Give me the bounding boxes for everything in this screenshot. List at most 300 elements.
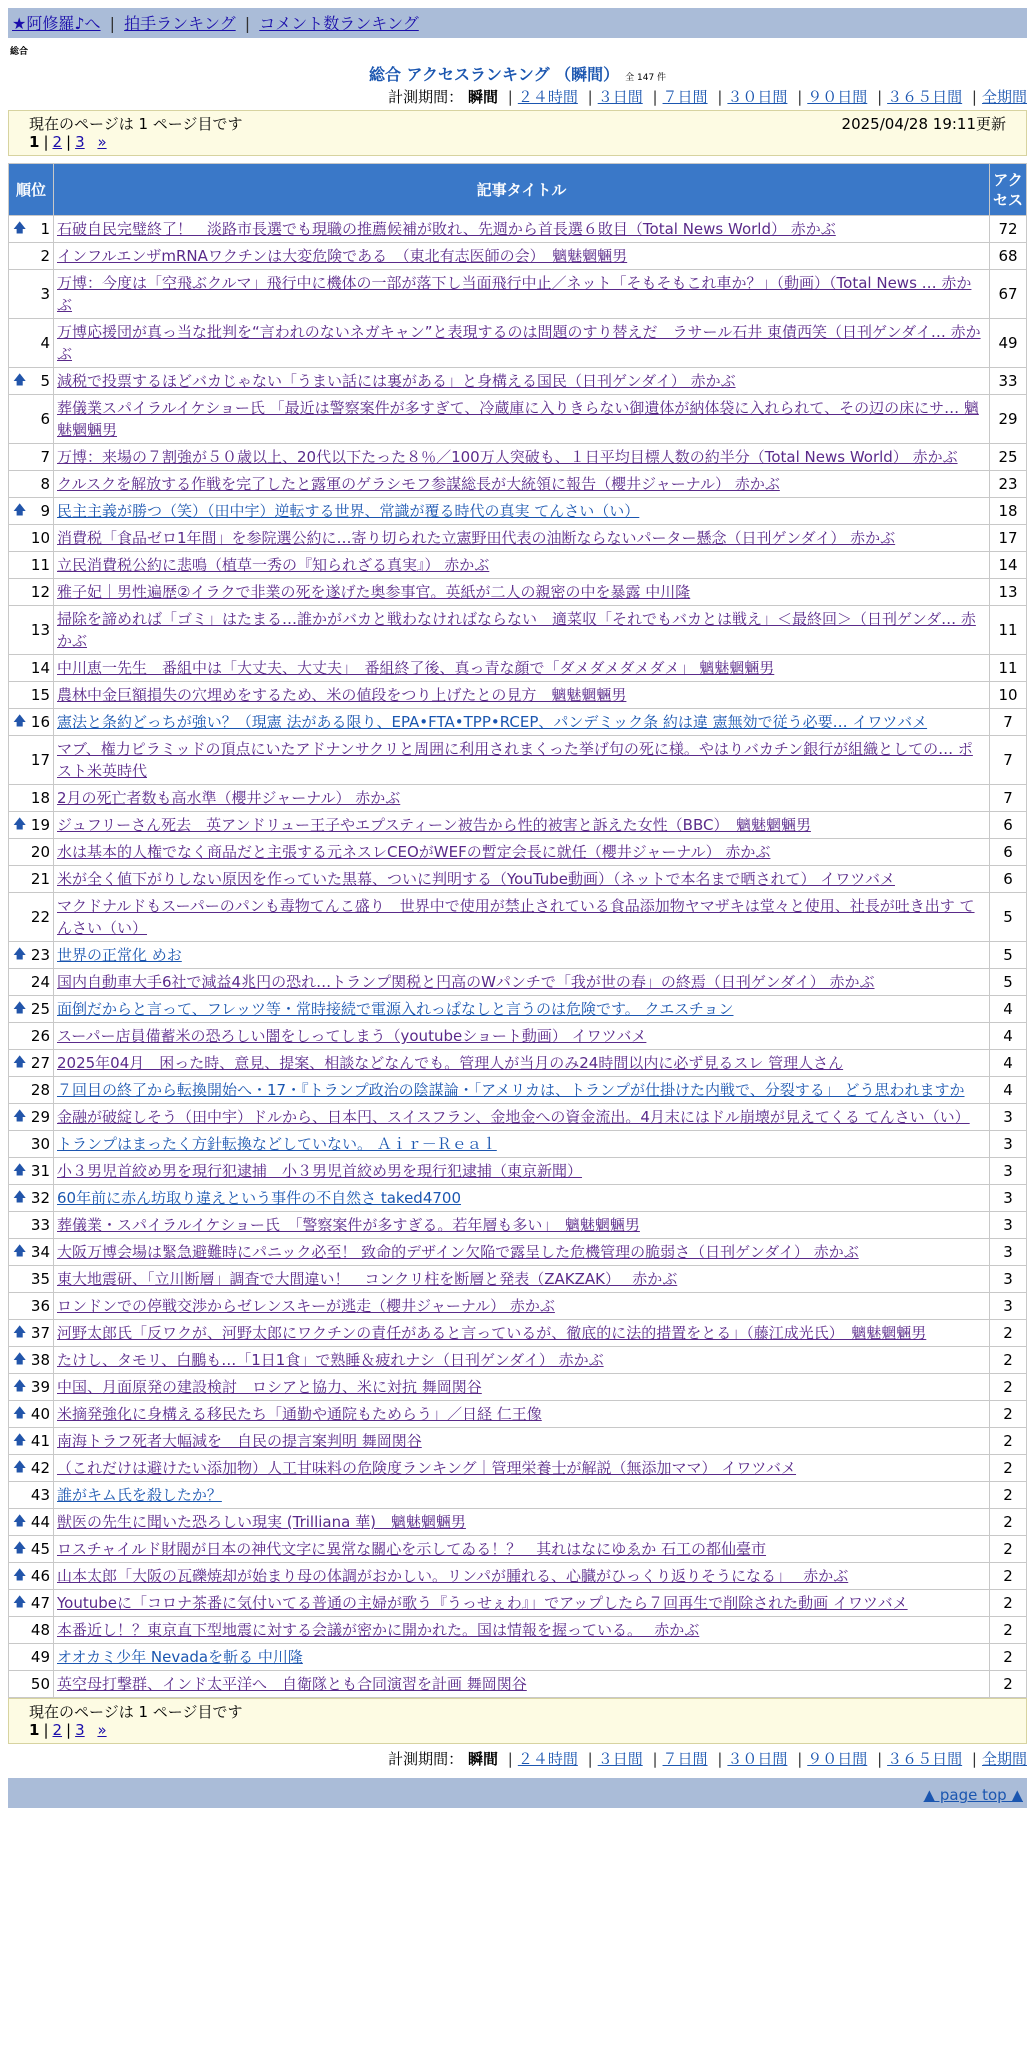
access-count: 11 (990, 655, 1027, 682)
pager-top: 現在のページは 1 ページ目です 2025/04/28 19:11更新 1 | 2 | 3 » (8, 110, 1027, 156)
article-link[interactable]: 立民消費税公約に悲鳴（植草一秀の『知られざる真実』） 赤かぶ (57, 556, 490, 574)
article-link[interactable]: 誰がキム氏を殺したか？ (57, 1486, 222, 1504)
article-link[interactable]: 民主主義が勝つ（笑）（田中宇）逆転する世界、常識が覆る時代の真実 てんさい（い） (57, 502, 640, 520)
table-row (9, 893, 1027, 942)
rank-number: 28 (30, 1081, 50, 1099)
article-link[interactable]: 河野太郎氏「反ワクが、河野太郎にワクチンの責任があると言っているが、徹底的に法的措置をとる」（藤江成光氏） 魑魅魍魎男 (57, 1324, 927, 1342)
page-top-link[interactable]: ▲ page top ▲ (923, 1786, 1023, 1804)
rank-cell (9, 655, 54, 682)
rank-up-arrow-icon: 🡅 (13, 1460, 27, 1475)
title-cell (54, 1158, 990, 1185)
article-link[interactable]: 万博：今度は「空飛ぶクルマ」飛行中に機体の一部が落下し当面飛行中止／ネット「そもそもこれ車か？」（動画）（Total News … 赤かぶ (57, 274, 972, 314)
rank-number: 29 (30, 1108, 50, 1126)
article-link[interactable]: 2025年04月 困った時、意見、提案、相談などなんでも。管理人が当月のみ24時間以内に必ず見るスレ 管理人さん (57, 1054, 844, 1072)
rank-cell (9, 1239, 54, 1266)
access-count: 2 (990, 1455, 1027, 1482)
access-count: 23 (990, 471, 1027, 498)
rank-cell (9, 444, 54, 471)
period-label: 計測期間： (388, 1750, 464, 1768)
title-cell (54, 1590, 990, 1617)
rank-number: 19 (30, 816, 50, 834)
access-count: 2 (990, 1536, 1027, 1563)
article-link[interactable]: 山本太郎「大阪の瓦礫焼却が始まり母の体調がおかしい。リンパが腫れる、心臓がひっくり返りそうになる」 赤かぶ (57, 1567, 849, 1585)
rank-cell (9, 736, 54, 785)
rank-cell (9, 1077, 54, 1104)
rank-number: 40 (30, 1405, 50, 1423)
article-link[interactable]: 南海トラフ死者大幅減を 自民の提言案判明 舞岡関谷 (57, 1432, 422, 1450)
page-next-link[interactable]: » (97, 1721, 107, 1739)
rank-number: 12 (30, 583, 50, 601)
nav-separator: | (109, 14, 116, 33)
title-cell (54, 1347, 990, 1374)
period-24h-link[interactable]: ２４時間 (517, 1750, 578, 1768)
title-cell (54, 525, 990, 552)
table-row (9, 1455, 1027, 1482)
rank-up-arrow-icon: 🡅 (13, 1595, 27, 1610)
title-cell (54, 1428, 990, 1455)
period-selector-top: 計測期間： 瞬間 | ２４時間 | ３日間 | ７日間 | ３０日間 | ９０日間 | ３６５日間 | 全期間 (388, 88, 1027, 106)
rank-up-arrow-icon: 🡅 (13, 1541, 27, 1556)
rank-number: 38 (30, 1351, 50, 1369)
title-header: 記事タイトル (54, 164, 990, 216)
article-link[interactable]: オオカミ少年 Nevadaを斬る 中川隆 (57, 1648, 303, 1666)
period-90d-link[interactable]: ９０日間 (807, 1750, 868, 1768)
rank-up-arrow-icon: 🡅 (13, 1325, 27, 1340)
table-row (9, 606, 1027, 655)
rank-cell (9, 812, 54, 839)
access-count: 4 (990, 1050, 1027, 1077)
article-link[interactable]: 2月の死亡者数も高水準（櫻井ジャーナル） 赤かぶ (57, 789, 401, 807)
title-cell (54, 1401, 990, 1428)
rank-number: 49 (30, 1648, 50, 1666)
rank-cell (9, 942, 54, 969)
rank-cell (9, 893, 54, 942)
title-cell (54, 606, 990, 655)
title-cell (54, 1644, 990, 1671)
access-count: 2 (990, 1374, 1027, 1401)
title-cell (54, 368, 990, 395)
rank-cell (9, 1563, 54, 1590)
period-3d-link[interactable]: ３日間 (597, 88, 643, 106)
rank-number: 20 (30, 843, 50, 861)
access-count: 7 (990, 736, 1027, 785)
article-link[interactable]: 小３男児首絞め男を現行犯逮捕 小３男児首絞め男を現行犯逮捕（東京新聞） (57, 1162, 583, 1180)
page-2-link[interactable]: 2 (52, 1721, 63, 1739)
access-count: 72 (990, 216, 1027, 243)
rank-number: 26 (30, 1027, 50, 1045)
rank-number: 42 (30, 1459, 50, 1477)
rank-cell (9, 1023, 54, 1050)
rank-number: 50 (30, 1675, 50, 1693)
title-cell (54, 1131, 990, 1158)
table-row (9, 216, 1027, 243)
article-link[interactable]: 葬儀業・スパイラルイケショー氏 「警察案件が多すぎる。若年層も多い」 魑魅魍魎男 (57, 1216, 640, 1234)
rank-number: 10 (30, 529, 50, 547)
rank-cell (9, 1401, 54, 1428)
rank-cell (9, 319, 54, 368)
article-link[interactable]: インフルエンザmRNAワクチンは大変危険である （東北有志医師の会） 魑魅魍魎男 (57, 247, 628, 265)
article-link[interactable]: 万博：来場の７割強が５０歳以上、20代以下たった８％／100万人突破も、１日平均目標人数の約半分（Total News World） 赤かぶ (57, 448, 958, 466)
period-7d-link[interactable]: ７日間 (662, 1750, 708, 1768)
article-link[interactable]: 60年前に赤ん坊取り違えという事件の不自然さ taked4700 (57, 1189, 462, 1207)
period-30d-link[interactable]: ３０日間 (727, 1750, 788, 1768)
period-current: 瞬間 (467, 88, 498, 106)
rank-number: 39 (30, 1378, 50, 1396)
rank-cell (9, 1509, 54, 1536)
period-7d-link[interactable]: ７日間 (662, 88, 708, 106)
page-3-link[interactable]: 3 (75, 1721, 85, 1739)
article-link[interactable]: 万博応援団が真っ当な批判を“言われのないネガキャン”と表現するのは問題のすり替えだ ラサール石井 東債西笑（日刊ゲンダイ… 赤かぶ (57, 323, 981, 363)
table-row (9, 1158, 1027, 1185)
table-row (9, 395, 1027, 444)
rank-cell (9, 1158, 54, 1185)
access-count: 18 (990, 498, 1027, 525)
title-cell (54, 552, 990, 579)
rank-up-arrow-icon: 🡅 (13, 1055, 27, 1070)
rank-up-arrow-icon: 🡅 (13, 1352, 27, 1367)
access-count: 2 (990, 1347, 1027, 1374)
ranking-body (9, 216, 1027, 1698)
table-row (9, 1590, 1027, 1617)
footer-bar (8, 1778, 1027, 1808)
access-count: 17 (990, 525, 1027, 552)
access-count: 3 (990, 1185, 1027, 1212)
article-link[interactable]: 大阪万博会場は緊急避難時にパニック必至！ 致命的デザイン欠陥で露呈した危機管理の脆弱さ（日刊ゲンダイ） 赤かぶ (57, 1243, 859, 1261)
rank-up-arrow-icon: 🡅 (13, 1109, 27, 1124)
rank-cell (9, 216, 54, 243)
period-3d-link[interactable]: ３日間 (597, 1750, 643, 1768)
period-all-link[interactable]: 全期間 (981, 1750, 1027, 1768)
table-row (9, 1185, 1027, 1212)
article-link[interactable]: 世界の正常化 めお (57, 946, 182, 964)
comment-ranking-link[interactable]: コメント数ランキング (259, 14, 419, 33)
rank-cell (9, 1293, 54, 1320)
title-cell (54, 1023, 990, 1050)
access-count: 3 (990, 1104, 1027, 1131)
title-cell (54, 709, 990, 736)
title-cell (54, 1671, 990, 1698)
article-link[interactable]: 葬儀業スパイラルイケショー氏 「最近は警察案件が多すぎて、冷蔵庫に入りきらない御遺体が納体袋に入れられて、その辺の床にサ… 魑魅魍魎男 (57, 399, 979, 439)
access-count: 49 (990, 319, 1027, 368)
article-link[interactable]: 消費税「食品ゼロ1年間」を参院選公約に…寄り切られた立憲野田代表の油断ならないパーター懸念（日刊ゲンダイ） 赤かぶ (57, 529, 896, 547)
home-link[interactable]: ★阿修羅♪へ (12, 14, 101, 33)
ranking-title: 総合 アクセスランキング （瞬間） (368, 65, 620, 84)
access-count: 6 (990, 866, 1027, 893)
rank-cell (9, 1482, 54, 1509)
article-link[interactable]: 農林中金巨額損失の穴埋めをするため、米の値段をつり上げたとの見方 魑魅魍魎男 (57, 686, 627, 704)
table-row (9, 243, 1027, 270)
access-count: 5 (990, 969, 1027, 996)
access-count: 5 (990, 893, 1027, 942)
table-row (9, 270, 1027, 319)
rank-up-arrow-icon: 🡅 (13, 1190, 27, 1205)
period-selector-bottom: 計測期間： 瞬間 | ２４時間 | ３日間 | ７日間 | ３０日間 | ９０日間 | ３６５日間 | 全期間 (388, 1750, 1027, 1768)
article-link[interactable]: Youtubeに「コロナ茶番に気付いてる普通の主婦が歌う『うっせぇわ』」でアップしたら７回再生で削除された動画 イワツバメ (57, 1594, 908, 1612)
rank-number: 33 (30, 1216, 50, 1234)
rank-number: 32 (30, 1189, 50, 1207)
applause-ranking-link[interactable]: 拍手ランキング (124, 14, 236, 33)
rank-cell (9, 1536, 54, 1563)
period-365d-link[interactable]: ３６５日間 (887, 88, 963, 106)
nav-separator: | (244, 14, 251, 33)
rank-cell (9, 368, 54, 395)
rank-number: 24 (30, 973, 50, 991)
rank-number: 6 (40, 410, 50, 428)
rank-cell (9, 1266, 54, 1293)
access-count: 3 (990, 1293, 1027, 1320)
page-3-link[interactable]: 3 (75, 133, 85, 151)
article-link[interactable]: 獣医の先生に聞いた恐ろしい現実 (Trilliana 華) 魑魅魍魎男 (57, 1513, 466, 1531)
article-link[interactable]: 東大地震研、「立川断層」調査で大間違い！ コンクリ柱を断層と発表（ZAKZAK） 赤かぶ (57, 1270, 678, 1288)
rank-number: 3 (40, 285, 50, 303)
period-24h-link[interactable]: ２４時間 (517, 88, 578, 106)
access-count: 2 (990, 1320, 1027, 1347)
access-count: 3 (990, 1239, 1027, 1266)
table-row (9, 498, 1027, 525)
access-count: 3 (990, 1212, 1027, 1239)
rank-cell (9, 1320, 54, 1347)
rank-cell (9, 270, 54, 319)
rank-cell (9, 1428, 54, 1455)
title-cell (54, 893, 990, 942)
rank-cell (9, 606, 54, 655)
title-cell (54, 1104, 990, 1131)
rank-number: 21 (30, 870, 50, 888)
rank-cell (9, 471, 54, 498)
article-link[interactable]: 本番近し！？東京直下型地震に対する会議が密かに開かれた。国は情報を握っている。 赤かぶ (57, 1621, 700, 1639)
title-cell (54, 736, 990, 785)
rank-cell (9, 1671, 54, 1698)
table-row (9, 1023, 1027, 1050)
article-link[interactable]: 国内自動車大手6社で減益4兆円の恐れ…トランプ関税と円高のWパンチで「我が世の春」の終焉（日刊ゲンダイ） 赤かぶ (57, 973, 875, 991)
table-row (9, 1671, 1027, 1698)
rank-number: 7 (40, 448, 50, 466)
article-link[interactable]: 掃除を諦めれば「ゴミ」はたまる…誰かがバカと戦わなければならない 適菜収「それでもバカとは戦え」＜最終回＞（日刊ゲンダ… 赤かぶ (57, 610, 976, 650)
access-count: 68 (990, 243, 1027, 270)
rank-number: 5 (40, 372, 50, 390)
table-row (9, 1077, 1027, 1104)
article-link[interactable]: 減税で投票するほどバカじゃない「うまい話には裏がある」と身構える国民（日刊ゲンダイ） 赤かぶ (57, 372, 736, 390)
rank-cell (9, 996, 54, 1023)
table-row (9, 812, 1027, 839)
title-cell (54, 1050, 990, 1077)
article-link[interactable]: 憲法と条約どっちが強い？（現憲 法がある限り、EPA•FTA•TPP•RCEP、パンデミック条 約は違 憲無効で従う必要… イワツバメ (57, 713, 928, 731)
table-row (9, 444, 1027, 471)
table-row (9, 996, 1027, 1023)
access-count: 2 (990, 1617, 1027, 1644)
rank-up-arrow-icon: 🡅 (13, 1514, 27, 1529)
rank-cell (9, 682, 54, 709)
title-cell (54, 1455, 990, 1482)
rank-number: 23 (30, 946, 50, 964)
article-link[interactable]: 中国、月面原発の建設検討 ロシアと協力、米に対抗 舞岡関谷 (57, 1378, 482, 1396)
page-2-link[interactable]: 2 (52, 133, 63, 151)
rank-cell (9, 1212, 54, 1239)
title-cell (54, 1185, 990, 1212)
table-row (9, 785, 1027, 812)
page-next-link[interactable]: » (97, 133, 107, 151)
access-count: 11 (990, 606, 1027, 655)
article-link[interactable]: マブ、権力ピラミッドの頂点にいたアドナンサクリと周囲に利用されまくった挙げ句の死に様。やはりバカチン銀行が組織としての… ポスト米英時代 (57, 740, 973, 780)
ranking-table (8, 163, 1027, 1698)
period-all-link[interactable]: 全期間 (981, 88, 1027, 106)
table-row (9, 319, 1027, 368)
article-link[interactable]: 米が全く値下がりしない原因を作っていた黒幕、ついに判明する（YouTube動画）（ネットで本名まで晒されて） イワツバメ (57, 870, 895, 888)
rank-up-arrow-icon: 🡅 (13, 1568, 27, 1583)
article-link[interactable]: 水は基本的人権でなく商品だと主張する元ネスレCEOがWEFの暫定会長に就任（櫻井ジャーナル） 赤かぶ (57, 843, 771, 861)
rank-cell (9, 1590, 54, 1617)
rank-number: 35 (30, 1270, 50, 1288)
title-cell (54, 655, 990, 682)
rank-number: 46 (30, 1567, 50, 1585)
access-count: 2 (990, 1590, 1027, 1617)
access-count: 5 (990, 942, 1027, 969)
rank-number: 4 (40, 334, 50, 352)
article-link[interactable]: ７回目の終了から転換開始へ・17・『トランプ政治の陰謀論・「アメリカは、トランプが仕掛けた内戦で、分裂する」 どう思われますか (57, 1081, 965, 1099)
rank-number: 18 (30, 789, 50, 807)
rank-up-arrow-icon: 🡅 (13, 1244, 27, 1259)
access-count: 3 (990, 1158, 1027, 1185)
top-nav-bar (8, 8, 1027, 38)
period-90d-link[interactable]: ９０日間 (807, 88, 868, 106)
rank-up-arrow-icon: 🡅 (13, 1163, 27, 1178)
title-cell (54, 785, 990, 812)
page-current: 1 (29, 1721, 40, 1739)
access-count: 4 (990, 996, 1027, 1023)
article-link[interactable]: （これだけは避けたい添加物）人工甘味料の危険度ランキング｜管理栄養士が解説（無添加ママ） イワツバメ (57, 1459, 797, 1477)
title-cell (54, 1266, 990, 1293)
rank-up-arrow-icon: 🡅 (13, 373, 27, 388)
article-link[interactable]: 中川恵一先生 番組中は「大丈夫、大丈夫」 番組終了後、真っ青な顔で「ダメダメダメダメ」 魑魅魍魎男 (57, 659, 775, 677)
access-count: 14 (990, 552, 1027, 579)
item-count: 全 147 件 (625, 73, 667, 83)
table-row (9, 525, 1027, 552)
rank-number: 25 (30, 1000, 50, 1018)
article-link[interactable]: クルスクを解放する作戦を完了したと露軍のゲラシモフ参謀総長が大統領に報告（櫻井ジャーナル） 赤かぶ (57, 475, 780, 493)
rank-cell (9, 525, 54, 552)
pager-bottom: 現在のページは 1 ページ目です 1 | 2 | 3 » (8, 1698, 1027, 1744)
access-count: 6 (990, 839, 1027, 866)
table-row (9, 1563, 1027, 1590)
access-count: 10 (990, 682, 1027, 709)
title-cell (54, 319, 990, 368)
access-count: 7 (990, 785, 1027, 812)
rank-cell (9, 1347, 54, 1374)
page-title (0, 62, 1035, 85)
rank-up-arrow-icon: 🡅 (13, 817, 27, 832)
article-link[interactable]: ジュフリーさん死去 英アンドリュー王子やエプスティーン被告から性的被害と訴えた女性（BBC） 魑魅魍魎男 (57, 816, 811, 834)
page-status: 現在のページは 1 ページ目です (29, 115, 243, 133)
article-link[interactable]: 金融が破綻しそう（田中宇）ドルから、日本円、スイスフラン、金地金への資金流出。4月末にはドル崩壊が見えてくる てんさい（い） (57, 1108, 970, 1126)
title-cell (54, 498, 990, 525)
table-row (9, 471, 1027, 498)
access-count: 2 (990, 1401, 1027, 1428)
rank-number: 43 (30, 1486, 50, 1504)
page-status: 現在のページは 1 ページ目です (29, 1703, 243, 1721)
period-365d-link[interactable]: ３６５日間 (887, 1750, 963, 1768)
access-count: 67 (990, 270, 1027, 319)
access-count: 2 (990, 1509, 1027, 1536)
rank-number: 8 (40, 475, 50, 493)
rank-header: 順位 (9, 164, 54, 216)
title-cell (54, 812, 990, 839)
rank-number: 14 (30, 659, 50, 677)
article-link[interactable]: たけし、タモリ、白鵬も…「1日1食」で熟睡＆疲れナシ（日刊ゲンダイ） 赤かぶ (57, 1351, 604, 1369)
rank-number: 31 (30, 1162, 50, 1180)
article-link[interactable]: トランプはまったく方針転換などしていない。 Ａｉｒ－Ｒｅａｌ (57, 1135, 497, 1153)
rank-number: 16 (30, 713, 50, 731)
article-link[interactable]: スーパー店員備蓄米の恐ろしい闇をしってしまう（youtubeショート動画） イワツバメ (57, 1027, 647, 1045)
article-link[interactable]: 雅子妃｜男性遍歴②イラクで非業の死を遂げた奥参事官。英紙が二人の親密の中を暴露 中川隆 (57, 583, 691, 601)
rank-cell (9, 498, 54, 525)
title-cell (54, 216, 990, 243)
rank-cell (9, 1455, 54, 1482)
table-row (9, 579, 1027, 606)
article-link[interactable]: 米摘発強化に身構える移民たち「通勤や通院もためらう」／日経 仁王像 (57, 1405, 542, 1423)
title-cell (54, 579, 990, 606)
article-link[interactable]: 英空母打撃群、インド太平洋へ 自衛隊とも合同演習を計画 舞岡関谷 (57, 1675, 527, 1693)
rank-cell (9, 709, 54, 736)
title-cell (54, 471, 990, 498)
rank-cell (9, 395, 54, 444)
article-link[interactable]: 石破自民完璧終了！ 淡路市長選でも現職の推薦候補が敗れ、先週から首長選６敗目（Total News World） 赤かぶ (57, 220, 836, 238)
title-cell (54, 270, 990, 319)
page-current: 1 (29, 133, 40, 151)
rank-number: 34 (30, 1243, 50, 1261)
title-cell (54, 1320, 990, 1347)
rank-cell (9, 866, 54, 893)
title-cell (54, 996, 990, 1023)
table-row (9, 969, 1027, 996)
category-label: 総合 (10, 47, 29, 57)
title-cell (54, 1374, 990, 1401)
title-cell (54, 444, 990, 471)
rank-number: 2 (40, 247, 50, 265)
rank-number: 1 (40, 220, 50, 238)
title-cell (54, 395, 990, 444)
period-30d-link[interactable]: ３０日間 (727, 88, 788, 106)
access-count: 25 (990, 444, 1027, 471)
rank-cell (9, 1104, 54, 1131)
access-count: 4 (990, 1077, 1027, 1104)
rank-cell (9, 969, 54, 996)
table-row (9, 1320, 1027, 1347)
table-row (9, 736, 1027, 785)
title-cell (54, 1536, 990, 1563)
table-row (9, 866, 1027, 893)
rank-cell (9, 1374, 54, 1401)
table-row (9, 839, 1027, 866)
title-cell (54, 682, 990, 709)
rank-up-arrow-icon: 🡅 (13, 947, 27, 962)
rank-up-arrow-icon: 🡅 (13, 1406, 27, 1421)
table-row (9, 1239, 1027, 1266)
access-count: 6 (990, 812, 1027, 839)
access-count: 29 (990, 395, 1027, 444)
title-cell (54, 243, 990, 270)
article-link[interactable]: マクドナルドもスーパーのパンも毒物てんこ盛り 世界中で使用が禁止されている食品添加物ヤマザキは堂々と使用、社長が吐き出す てんさい（い） (57, 897, 975, 937)
table-row (9, 1266, 1027, 1293)
article-link[interactable]: 面倒だからと言って、フレッツ等・常時接続で電源入れっぱなしと言うのは危険です。 クエスチョン (57, 1000, 734, 1018)
title-cell (54, 1509, 990, 1536)
rank-number: 30 (30, 1135, 50, 1153)
rank-up-arrow-icon: 🡅 (13, 1379, 27, 1394)
article-link[interactable]: ロスチャイルド財閥が日本の神代文字に異常な關心を示してゐる！？ 其れはなにゆゑか 石工の都仙臺市 (57, 1540, 767, 1558)
article-link[interactable]: ロンドンでの停戦交渉からゼレンスキーが逃走（櫻井ジャーナル） 赤かぶ (57, 1297, 555, 1315)
rank-cell (9, 1050, 54, 1077)
table-row (9, 1050, 1027, 1077)
table-row (9, 552, 1027, 579)
